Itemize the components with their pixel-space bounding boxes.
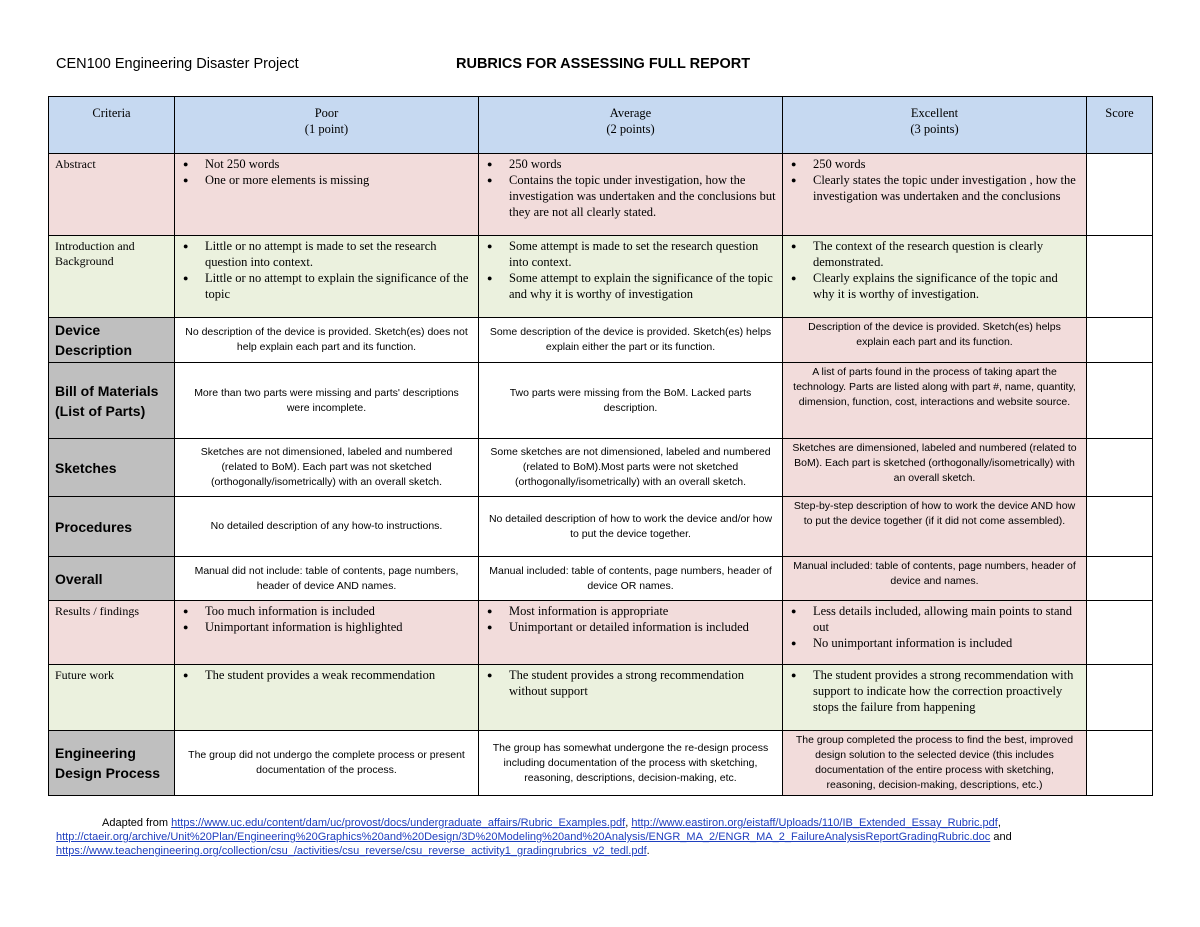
excellent-cell: Sketches are dimensioned, labeled and numbered (related to BoM). Each part is sketched (orthogonally/isometrically) with an overall sketch. bbox=[783, 439, 1087, 497]
average-cell: Some description of the device is provided. Sketch(es) helps explain either the part or its function. bbox=[479, 318, 783, 363]
list-item: ● Less details included, allowing main points to stand out bbox=[813, 603, 1082, 635]
list-item: ● The student provides a strong recommendation without support bbox=[509, 667, 778, 699]
row-bill-of-materials bbox=[49, 363, 1153, 439]
average-cell: No detailed description of how to work the device and/or how to put the device together. bbox=[479, 497, 783, 557]
excellent-cell: Description of the device is provided. Sketch(es) helps explain each part and its function. bbox=[783, 318, 1087, 363]
average-cell: Some sketches are not dimensioned, labeled and numbered (related to BoM).Most parts were not sketched (orthogonally/isometrically) with an overall sketch. bbox=[479, 439, 783, 497]
list-item: ● No unimportant information is included bbox=[813, 635, 1082, 651]
excellent-cell: Step-by-step description of how to work the device AND how to put the device together (if it did not come assembled). bbox=[783, 497, 1087, 557]
col-poor: Poor (1 point) bbox=[175, 97, 479, 154]
list-item: ● One or more elements is missing bbox=[205, 172, 474, 188]
course-title: CEN100 Engineering Disaster Project bbox=[56, 56, 299, 72]
poor-cell: The group did not undergo the complete process or present documentation of the process. bbox=[175, 731, 479, 796]
list-item: ● Little or no attempt is made to set the research question into context. bbox=[205, 238, 474, 270]
list-item: ● Clearly states the topic under investigation , how the investigation was undertaken and the conclusions bbox=[813, 172, 1082, 204]
row-device-description bbox=[49, 318, 1153, 363]
list-item: ● 250 words bbox=[813, 156, 1082, 172]
page-title: RUBRICS FOR ASSESSING FULL REPORT bbox=[456, 56, 751, 72]
list-item: ● Too much information is included bbox=[205, 603, 474, 619]
score-cell[interactable] bbox=[1087, 601, 1153, 665]
criteria-cell: Sketches bbox=[49, 439, 175, 497]
criteria-cell: Abstract bbox=[49, 154, 175, 236]
separator: , bbox=[625, 817, 632, 829]
list-item: ● Contains the topic under investigation, how the investigation was undertaken and the conclusions but they are not all clearly stated. bbox=[509, 172, 778, 220]
score-cell[interactable] bbox=[1087, 318, 1153, 363]
footer-sources bbox=[56, 816, 1146, 858]
score-cell[interactable] bbox=[1087, 665, 1153, 731]
criteria-cell: Bill of Materials (List of Parts) bbox=[49, 363, 175, 439]
separator: . bbox=[646, 845, 650, 857]
average-cell: Two parts were missing from the BoM. Lacked parts description. bbox=[479, 363, 783, 439]
average-cell bbox=[479, 236, 783, 318]
score-cell[interactable] bbox=[1087, 731, 1153, 796]
excellent-cell: The group completed the process to find the best, improved design solution to the selected device (this includes documentation of the entire process with sketching, reasoning, decision-making, descriptions, etc.) bbox=[783, 731, 1087, 796]
rubric-table bbox=[48, 96, 1153, 796]
source-link[interactable]: https://www.teachengineering.org/collection/csu_/activities/csu_reverse/csu_reverse_activity1_gradingrubrics_v2_tedl.pdf bbox=[56, 845, 647, 857]
poor-cell bbox=[175, 601, 479, 665]
poor-cell: No detailed description of any how-to instructions. bbox=[175, 497, 479, 557]
poor-cell bbox=[175, 665, 479, 731]
poor-cell: Manual did not include: table of contents, page numbers, header of device AND names. bbox=[175, 557, 479, 601]
excellent-cell bbox=[783, 154, 1087, 236]
score-cell[interactable] bbox=[1087, 236, 1153, 318]
poor-cell bbox=[175, 236, 479, 318]
poor-cell: Sketches are not dimensioned, labeled and numbered (related to BoM). Each part was not sketched (orthogonally/isometrically) with an overall sketch. bbox=[175, 439, 479, 497]
col-excellent: Excellent (3 points) bbox=[783, 97, 1087, 154]
row-abstract bbox=[49, 154, 1153, 236]
criteria-cell: Device Description bbox=[49, 318, 175, 363]
score-cell[interactable] bbox=[1087, 439, 1153, 497]
poor-cell bbox=[175, 154, 479, 236]
list-item: ● Clearly explains the significance of the topic and why it is worthy of investigation. bbox=[813, 270, 1082, 302]
source-link[interactable]: http://ctaeir.org/archive/Unit%20Plan/Engineering%20Graphics%20and%20Design/3D%20Modeling%20and%20Analysis/ENGR_MA_2/ENGR_MA_2_FailureAnalysisReportGradingRubric.doc bbox=[56, 831, 991, 843]
page-header bbox=[56, 56, 1156, 78]
col-average: Average (2 points) bbox=[479, 97, 783, 154]
average-cell: Manual included: table of contents, page numbers, header of device OR names. bbox=[479, 557, 783, 601]
list-item: ● Unimportant or detailed information is included bbox=[509, 619, 778, 635]
score-cell[interactable] bbox=[1087, 557, 1153, 601]
list-item: ● The student provides a weak recommendation bbox=[205, 667, 474, 683]
criteria-cell: Overall bbox=[49, 557, 175, 601]
criteria-cell: Procedures bbox=[49, 497, 175, 557]
excellent-cell bbox=[783, 236, 1087, 318]
list-item: ● Little or no attempt to explain the significance of the topic bbox=[205, 270, 474, 302]
header-row bbox=[49, 97, 1153, 154]
list-item: ● Some attempt is made to set the research question into context. bbox=[509, 238, 778, 270]
row-sketches bbox=[49, 439, 1153, 497]
poor-cell: No description of the device is provided. Sketch(es) does not help explain each part and its function. bbox=[175, 318, 479, 363]
row-results bbox=[49, 601, 1153, 665]
score-cell[interactable] bbox=[1087, 363, 1153, 439]
footer-prefix: Adapted from bbox=[102, 817, 172, 829]
excellent-cell bbox=[783, 601, 1087, 665]
list-item: ● The student provides a strong recommendation with support to indicate how the correction proactively stops the failure from happening bbox=[813, 667, 1082, 715]
score-cell[interactable] bbox=[1087, 497, 1153, 557]
poor-cell: More than two parts were missing and parts' descriptions were incomplete. bbox=[175, 363, 479, 439]
col-score: Score bbox=[1087, 97, 1153, 154]
average-cell bbox=[479, 154, 783, 236]
list-item: ● Most information is appropriate bbox=[509, 603, 778, 619]
row-engineering-design-process bbox=[49, 731, 1153, 796]
criteria-cell: Engineering Design Process bbox=[49, 731, 175, 796]
source-link[interactable]: http://www.eastiron.org/eistaff/Uploads/110/IB_Extended_Essay_Rubric.pdf bbox=[631, 817, 998, 829]
col-criteria: Criteria bbox=[49, 97, 175, 154]
criteria-cell: Future work bbox=[49, 665, 175, 731]
row-procedures bbox=[49, 497, 1153, 557]
excellent-cell: Manual included: table of contents, page numbers, header of device and names. bbox=[783, 557, 1087, 601]
score-cell[interactable] bbox=[1087, 154, 1153, 236]
list-item: ● Some attempt to explain the significance of the topic and why it is worthy of investigation bbox=[509, 270, 778, 302]
list-item: ● Not 250 words bbox=[205, 156, 474, 172]
list-item: ● The context of the research question is clearly demonstrated. bbox=[813, 238, 1082, 270]
list-item: ● Unimportant information is highlighted bbox=[205, 619, 474, 635]
excellent-cell bbox=[783, 665, 1087, 731]
row-introduction bbox=[49, 236, 1153, 318]
list-item: ● 250 words bbox=[509, 156, 778, 172]
average-cell bbox=[479, 665, 783, 731]
criteria-cell: Introduction and Background bbox=[49, 236, 175, 318]
excellent-cell: A list of parts found in the process of taking apart the technology. Parts are listed along with part #, name, quantity, dimension, function, cost, interactions and website source. bbox=[783, 363, 1087, 439]
row-future-work bbox=[49, 665, 1153, 731]
separator: and bbox=[990, 831, 1012, 843]
average-cell: The group has somewhat undergone the re-design process including documentation of the process with sketching, reasoning, descriptions, decision-making, etc. bbox=[479, 731, 783, 796]
separator: , bbox=[997, 817, 1001, 829]
row-overall bbox=[49, 557, 1153, 601]
criteria-cell: Results / findings bbox=[49, 601, 175, 665]
source-link[interactable]: https://www.uc.edu/content/dam/uc/provost/docs/undergraduate_affairs/Rubric_Examples.pdf bbox=[171, 817, 626, 829]
average-cell bbox=[479, 601, 783, 665]
